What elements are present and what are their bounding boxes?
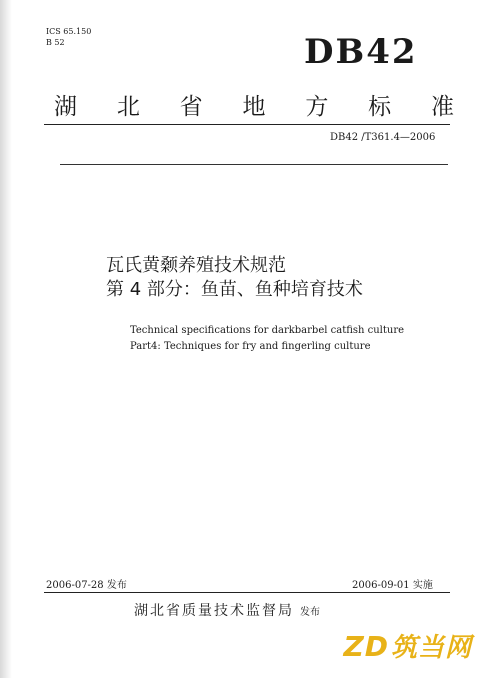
header-title-char: 北	[116, 94, 140, 120]
standard-cover-page	[12, 0, 478, 678]
page-left-shadow	[0, 0, 12, 678]
standard-code: DB42	[304, 32, 418, 72]
effective-date: 2006-09-01 实施	[352, 580, 433, 591]
classification-block	[46, 26, 91, 48]
top-divider	[60, 164, 448, 165]
publish-date: 2006-07-28 发布	[46, 580, 127, 591]
title-en-line2: Part4: Techniques for fry and fingerling culture	[130, 341, 371, 352]
title-cn-line1: 瓦氏黄颡养殖技术规范	[106, 255, 286, 276]
header-title-char: 省	[179, 94, 203, 120]
issuer-name: 湖北省质量技术监督局	[134, 603, 294, 619]
header-title	[54, 88, 454, 121]
header-title-char: 准	[430, 94, 454, 120]
header-rule	[44, 124, 450, 125]
issuer-suffix: 发布	[300, 607, 320, 618]
watermark-text: 筑当网	[390, 633, 472, 663]
ics-code: ICS 65.150	[46, 27, 92, 36]
watermark-badge: ZD	[343, 630, 389, 663]
header-title-char: 地	[242, 94, 266, 120]
title-cn-line2: 第 4 部分：鱼苗、鱼种培育技术	[106, 279, 363, 300]
category-code: B 52	[46, 38, 65, 47]
header-title-char: 湖	[54, 94, 77, 120]
doc-number: DB42 /T361.4—2006	[330, 132, 436, 143]
header-title-char: 方	[305, 94, 329, 120]
header-title-char: 标	[368, 94, 392, 120]
watermark-logo	[343, 627, 472, 664]
issuer	[134, 600, 320, 620]
bottom-rule	[44, 592, 450, 593]
title-en-line1: Technical specifications for darkbarbel catfish culture	[130, 325, 405, 336]
